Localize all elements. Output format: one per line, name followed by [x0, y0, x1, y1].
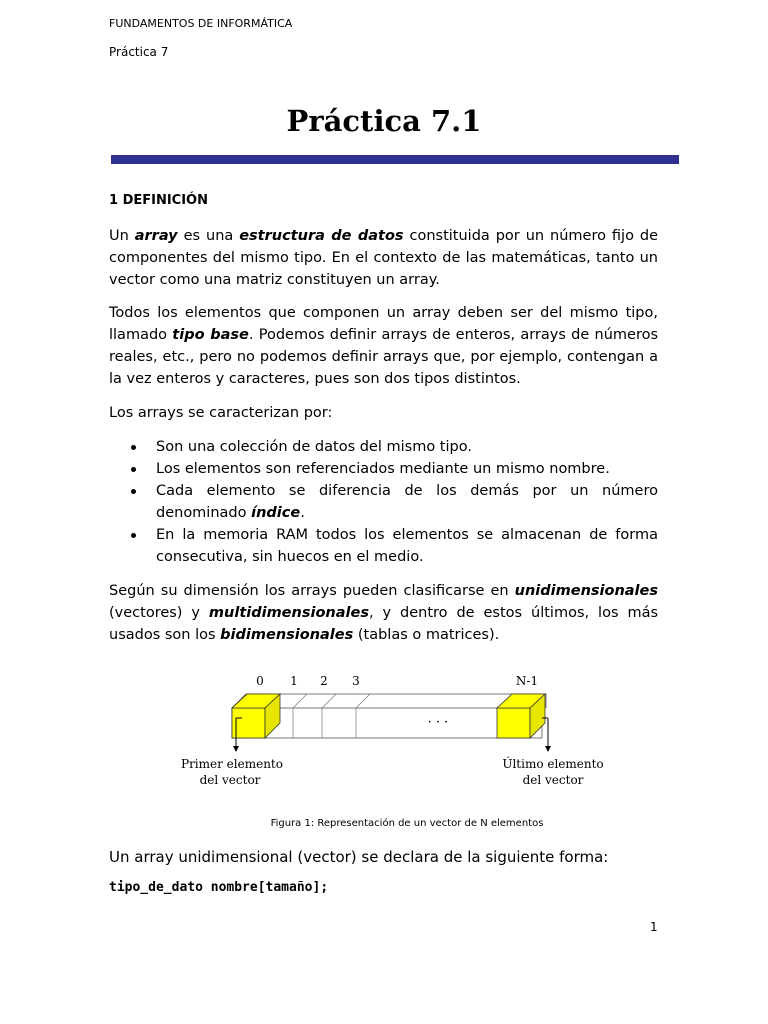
last-element-label-1: Último elemento — [502, 757, 604, 771]
p1-text-1: Un — [109, 228, 135, 244]
cell-divider — [293, 694, 307, 708]
term-multidimensionales: multidimensionales — [208, 605, 369, 621]
paragraph-dimension — [109, 580, 658, 646]
cell-divider — [322, 694, 336, 708]
cell-divider — [356, 694, 370, 708]
bullet-icon — [131, 445, 136, 450]
bullet-icon — [131, 489, 136, 494]
index-label-last: N-1 — [515, 674, 539, 688]
figure-caption: Figura 1: Representación de un vector de N elementos — [270, 818, 544, 829]
paragraph-caracterizan: Los arrays se caracterizan por: — [109, 405, 333, 421]
p2-text-2: . Podemos definir arrays de enteros, arrays de números reales, etc., pero no podemos definir arrays que, por ejemplo, contengan a la vez enteros y caracteres, pues son dos tipos distintos. — [109, 327, 659, 387]
bullet-text: Son una colección de datos del mismo tipo. — [156, 439, 472, 455]
p4-text-4: (tablas o matrices). — [353, 627, 500, 643]
bullet-text: Los elementos son referenciados mediante un mismo nombre. — [156, 461, 610, 477]
term-array: array — [134, 228, 178, 244]
p1-text-3: constituida por un número fijo de componentes del mismo tipo. En el contexto de las matemáticas, tanto un vector como una matriz constituyen un array. — [109, 228, 659, 288]
list-item — [109, 458, 658, 480]
term-estructura-de-datos: estructura de datos — [239, 228, 404, 244]
bullet-text-end: . — [300, 505, 305, 521]
index-label-3: 3 — [352, 674, 360, 688]
index-label-1: 1 — [290, 674, 298, 688]
title-underline-bar — [111, 155, 679, 164]
index-label-2: 2 — [320, 674, 328, 688]
bullet-icon — [131, 533, 136, 538]
index-label-0: 0 — [256, 674, 264, 688]
paragraph-declaration: Un array unidimensional (vector) se declara de la siguiente forma: — [109, 848, 609, 866]
p4-text-1: Según su dimensión los arrays pueden clasificarse en — [109, 583, 515, 599]
page-title: Práctica 7.1 — [286, 104, 482, 138]
term-unidimensionales: unidimensionales — [514, 583, 658, 599]
list-item — [109, 524, 658, 568]
section-heading: 1 DEFINICIÓN — [109, 193, 208, 208]
p4-text-2: (vectores) y — [109, 605, 209, 621]
practice-header: Práctica 7 — [109, 45, 169, 59]
paragraph-tipo-base — [109, 302, 658, 390]
course-header: FUNDAMENTOS DE INFORMÁTICA — [109, 17, 293, 30]
term-bidimensionales: bidimensionales — [220, 627, 354, 643]
p4-text-3: , y dentro de estos últimos, los más usados son los — [109, 605, 659, 643]
bullet-text: Cada elemento se diferencia de los demás por un número denominado — [156, 483, 658, 521]
vector-diagram — [170, 668, 610, 798]
p1-text-2: es una — [177, 228, 240, 244]
list-item — [109, 480, 658, 524]
term-indice: índice — [251, 505, 301, 521]
page-number: 1 — [650, 920, 658, 934]
ellipsis: · · · — [427, 715, 449, 730]
bullet-icon — [131, 467, 136, 472]
code-declaration: tipo_de_dato nombre[tamaño]; — [109, 880, 329, 895]
bullet-text: En la memoria RAM todos los elementos se almacenan de forma consecutiva, sin huecos en el medio. — [156, 527, 658, 565]
list-item — [109, 436, 658, 458]
vector-figure — [170, 668, 610, 798]
p2-text-1: Todos los elementos que componen un array deben ser del mismo tipo, llamado — [109, 305, 658, 343]
first-element-label-2: del vector — [199, 773, 261, 787]
term-tipo-base: tipo base — [172, 327, 249, 343]
paragraph-definition — [109, 225, 658, 291]
last-element-cube — [497, 694, 545, 738]
last-element-label-2: del vector — [522, 773, 584, 787]
first-element-label-1: Primer elemento — [181, 757, 283, 771]
characteristics-list — [109, 436, 658, 568]
